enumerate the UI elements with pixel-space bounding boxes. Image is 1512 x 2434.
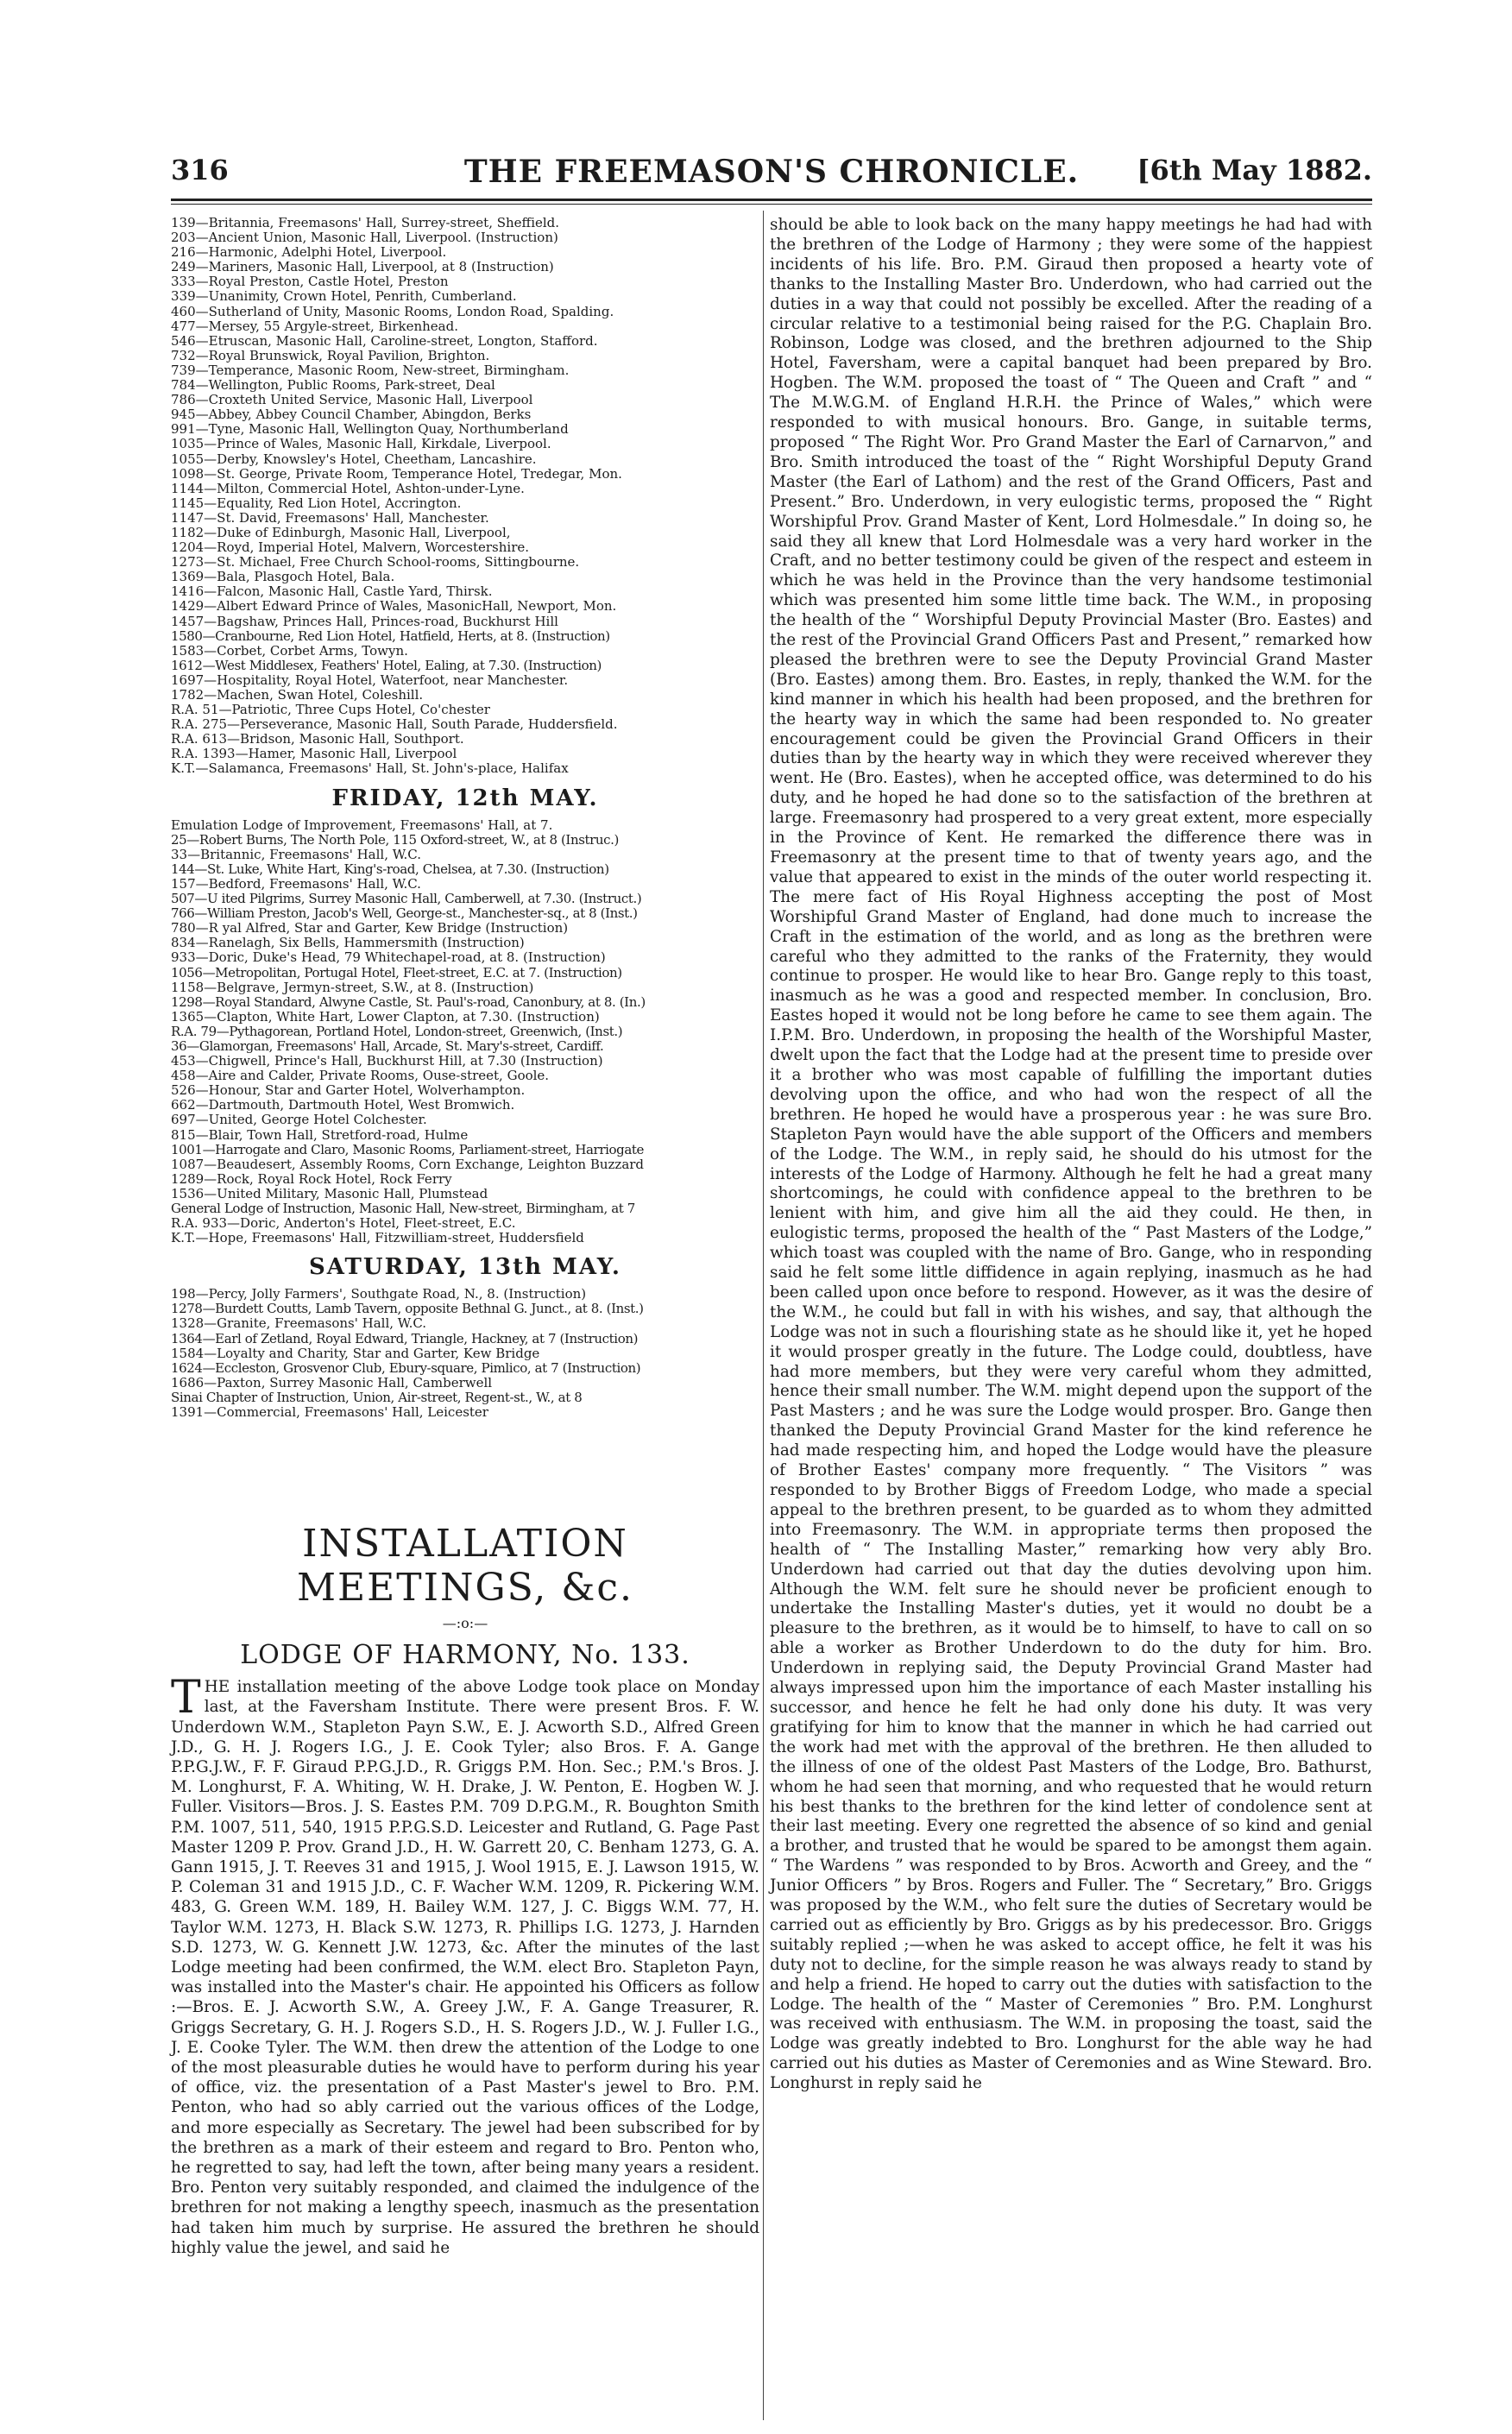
lodge-entry: 1416—Falcon, Masonic Hall, Castle Yard, Thirsk.: [171, 584, 493, 600]
drop-cap: T: [171, 1672, 201, 1725]
lodge-entry: 732—Royal Brunswick, Royal Pavilion, Brighton.: [171, 348, 490, 363]
masthead: THE FREEMASON'S CHRONICLE.: [463, 154, 1080, 190]
lodge-entry: 36—Glamorgan, Freemasons' Hall, Arcade, St. Mary's-street, Cardiff.: [171, 1038, 604, 1054]
lodge-entry: 1782—Machen, Swan Hotel, Coleshill.: [171, 688, 424, 703]
lodge-entry: 1697—Hospitality, Royal Hotel, Waterfoot, near Manchester.: [171, 672, 569, 688]
lodge-entry: General Lodge of Instruction, Masonic Hall, New-street, Birmingham, at 7: [171, 1201, 635, 1216]
issue-date: [6th May 1882.: [1137, 154, 1372, 186]
installation-meetings-title: INSTALLATION MEETINGS, &c.: [296, 1522, 633, 1611]
lodge-entry: 1035—Prince of Wales, Masonic Hall, Kirkdale, Liverpool.: [171, 437, 551, 452]
lodge-entry: 1624—Eccleston, Grosvenor Club, Ebury-square, Pimlico, at 7 (Instruction): [171, 1360, 641, 1376]
lodge-meetings-saturday-list: [171, 1287, 759, 1420]
friday-heading: FRIDAY, 12th MAY.: [331, 785, 599, 811]
lodge-entry: 460—Sutherland of Unity, Masonic Rooms, London Road, Spalding.: [171, 304, 614, 319]
lodge-entry: 1055—Derby, Knowsley's Hotel, Cheetham, Lancashire.: [171, 451, 537, 467]
lodge-entry: 1056—Metropolitan, Portugal Hotel, Fleet-street, E.C. at 7. (Instruction): [171, 965, 622, 981]
lodge-entry: 1429—Albert Edward Prince of Wales, MasonicHall, Newport, Mon.: [171, 599, 617, 615]
lodge-entry: 526—Honour, Star and Garter Hotel, Wolverhampton.: [171, 1083, 526, 1099]
lodge-entry: 333—Royal Preston, Castle Hotel, Preston: [171, 274, 449, 290]
lodge-entry: 1584—Loyalty and Charity, Star and Garter, Kew Bridge: [171, 1346, 540, 1361]
page-number: 316: [171, 154, 229, 186]
lodge-entry: 1158—Belgrave, Jermyn-street, S.W., at 8. (Instruction): [171, 980, 534, 995]
lodge-entry: R.A. 613—Bridson, Masonic Hall, Southport.: [171, 732, 464, 747]
lodge-entry: 697—United, George Hotel Colchester.: [171, 1113, 427, 1128]
lodge-entry: 1087—Beaudesert, Assembly Rooms, Corn Exchange, Leighton Buzzard: [171, 1157, 645, 1172]
lodge-entry: K.T.—Hope, Freemasons' Hall, Fitzwilliam-street, Huddersfield: [171, 1231, 584, 1246]
lodge-entry: 1364—Earl of Zetland, Royal Edward, Triangle, Hackney, at 7 (Instruction): [171, 1331, 639, 1346]
lodge-entry: 945—Abbey, Abbey Council Chamber, Abingdon, Berks: [171, 407, 532, 423]
lodge-entry: Sinai Chapter of Instruction, Union, Air-street, Regent-st., W., at 8: [171, 1390, 583, 1405]
lodge-entry: 25—Robert Burns, The North Pole, 115 Oxford-street, W., at 8 (Instruc.): [171, 832, 619, 848]
lodge-entry: 766—William Preston, Jacob's Well, George-st., Manchester-sq., at 8 (Inst.): [171, 906, 638, 922]
lodge-entry: 249—Mariners, Masonic Hall, Liverpool, at 8 (Instruction): [171, 260, 554, 275]
lodge-entry: K.T.—Salamanca, Freemasons' Hall, St. John's-place, Halifax: [171, 761, 569, 777]
lodge-entry: 1536—United Military, Masonic Hall, Plumstead: [171, 1186, 488, 1201]
lodge-entry: 739—Temperance, Masonic Room, New-street, Birmingham.: [171, 363, 570, 378]
lodge-entry: 1098—St. George, Private Room, Temperance Hotel, Tredegar, Mon.: [171, 466, 622, 482]
lodge-entry: 144—St. Luke, White Hart, King's-road, Chelsea, at 7.30. (Instruction): [171, 861, 609, 877]
lodge-entry: R.A. 79—Pythagorean, Portland Hotel, London-street, Greenwich, (Inst.): [171, 1024, 623, 1039]
lodge-entry: 780—R yal Alfred, Star and Garter, Kew Bridge (Instruction): [171, 921, 569, 936]
lodge-entry: 815—Blair, Town Hall, Stretford-road, Hulme: [171, 1127, 469, 1143]
lodge-entry: 157—Bedford, Freemasons' Hall, W.C.: [171, 876, 421, 892]
report-paragraph-1: HE installation meeting of the above Lodge took place on Monday last, at the Faversham Institute. There were present Bros. F. W. Underdown W.M., Stapleton Payn S.W., E. J. Acworth S.D., Alfred Green J.D., G. H. J. Rogers I.G., J. E. Cook Tyler; also Bros. F. A. Gange P.P.G.J.W., F. F. Giraud P.P.G.J.D., R. Griggs P.M. Hon. Sec.; P.M.'s Bros. J. M. Longhurst, F. A. Whiting, W. H. Drake, J. W. Penton, E. Hogben W. J. Fuller. Visitors—Bros. J. S. Eastes P.M. 709 D.P.G.M., R. Boughton Smith P.M. 1007, 511, 540, 1915 P.P.G.S.D. Leicester and Rutland, G. Page Past Master 1209 P. Prov. Grand J.D., H. W. Garrett 20, C. Benham 1273, G. A. Gann 1915, J. T. Reeves 31 and 1915, J. Wool 1915, E. J. Lawson 1915, W. P. Coleman 31 and 1915 J.D., C. F. Wacher W.M. 1209, R. Pickering W.M. 483, G. Green W.M. 189, H. Bailey W.M. 127, J. C. Biggs W.M. 77, H. Taylor W.M. 1273, H. Black S.W. 1273, R. Phillips I.G. 1273, J. Harnden S.D. 1273, W. G. Kennett J.W. 1273, &c. After the minutes of the last Lodge meeting had been confirmed, the W.M. elect Bro. Stapleton Payn, was installed into the Master's chair. He appointed his Officers as follow :—Bros. E. J. Acworth S.W., A. Greey J.W., F. A. Gange Treasurer, R. Griggs Secretary, G. H. J. Rogers S.D., H. S. Rogers J.D., W. J. Fuller I.G., J. E. Cooke Tyler. The W.M. then drew the attention of the Lodge to one of the most pleasurable duties he would have to perform during his year of office, viz. the presentation of a Past Master's jewel to Bro. P.M. Penton, who had so ably carried out the various offices of the Lodge, and more especially as Secretary. The jewel had been subscribed for by the brethren as a mark of their esteem and regard to Bro. Penton who, he regretted to say, had left the town, after being many years a resident. Bro. Penton very suitably responded, and claimed the indulgence of the brethren for not making a lengthy speech, inasmuch as the presentation had taken him much by surprise. He assured the brethren he should highly value the jewel, and said he: [171, 1678, 759, 2257]
lodge-entry: 216—Harmonic, Adelphi Hotel, Liverpool.: [171, 245, 447, 261]
lodge-entry: R.A. 1393—Hamer, Masonic Hall, Liverpool: [171, 747, 457, 762]
installation-report-continued: [770, 216, 1372, 2094]
lodge-entry: 1204—Royd, Imperial Hotel, Malvern, Worcestershire.: [171, 540, 530, 556]
lodge-entry: 139—Britannia, Freemasons' Hall, Surrey-street, Sheffield.: [171, 216, 560, 230]
lodge-of-harmony-title: LODGE OF HARMONY, No. 133.: [240, 1640, 690, 1671]
lodge-entry: 933—Doric, Duke's Head, 79 Whitechapel-road, at 8. (Instruction): [171, 950, 606, 966]
header-rule: [171, 199, 1372, 201]
lodge-entry: 546—Etruscan, Masonic Hall, Caroline-street, Longton, Stafford.: [171, 333, 598, 349]
lodge-entry: 1580—Cranbourne, Red Lion Hotel, Hatfield, Herts, at 8. (Instruction): [171, 628, 610, 644]
left-column: [171, 216, 759, 2258]
lodge-entry: 507—U ited Pilgrims, Surrey Masonic Hall, Camberwell, at 7.30. (Instruct.): [171, 892, 642, 907]
lodge-entry: 1182—Duke of Edinburgh, Masonic Hall, Liverpool,: [171, 525, 511, 540]
lodge-entry: 1273—St. Michael, Free Church School-rooms, Sittingbourne.: [171, 555, 580, 571]
lodge-entry: 1289—Rock, Royal Rock Hotel, Rock Ferry: [171, 1171, 452, 1187]
lodge-entry: 991—Tyne, Masonic Hall, Wellington Quay, Northumberland: [171, 422, 569, 438]
lodge-entry: R.A. 275—Perseverance, Masonic Hall, South Parade, Huddersfield.: [171, 717, 618, 733]
lodge-entry: 1145—Equality, Red Lion Hotel, Accrington.: [171, 495, 462, 511]
lodge-entry: 33—Britannic, Freemasons' Hall, W.C.: [171, 847, 422, 862]
lodge-entry: 477—Mersey, 55 Argyle-street, Birkenhead.: [171, 318, 458, 334]
lodge-entry: 1147—St. David, Freemasons' Hall, Manchester.: [171, 510, 489, 526]
report-paragraph-2: should be able to look back on the many happy meetings he had had with the brethren of the Lodge of Harmony ; they were some of the happiest incidents of his life. Bro. P.M. Giraud then proposed a hearty vote of thanks to the Installing Master Bro. Underdown, who had carried out the duties in a way that could not possibly be excelled. After the reading of a circular relative to a testimonial being raised for the P.G. Chaplain Bro. Robinson, Lodge was closed, and the brethren adjourned to the Ship Hotel, Faversham, were a capital banquet had been prepared by Bro. Hogben. The W.M. proposed the toast of “ The Queen and Craft ” and “ The M.W.G.M. of England H.R.H. the Prince of Wales,” which were responded to with musical honours. Bro. Gange, in suitable terms, proposed “ The Right Wor. Pro Grand Master the Earl of Carnarvon,” and Bro. Smith introduced the toast of the “ Right Worshipful Deputy Grand Master (the Earl of Lathom) and the rest of the Grand Officers, Past and Present.” Bro. Underdown, in very eulogistic terms, proposed the “ Right Worshipful Prov. Grand Master of Kent, Lord Holmesdale.” In doing so, he said they all knew that Lord Holmesdale was a very hard worker in the Craft, and no better testimony could be given of the respect and esteem in which he was held in the Province than the very handsome testimonial which was presented him some little time back. The W.M., in proposing the health of the “ Worshipful Deputy Provincial Master (Bro. Eastes) and the rest of the Provincial Grand Officers Past and Present,” remarked how pleased the brethren were to see the Deputy Provincial Grand Master (Bro. Eastes) among them. Bro. Eastes, in reply, thanked the W.M. for the kind manner in which his health had been proposed, and the brethren for the hearty way in which the same had been responded to. No greater encouragement could be given the Provincial Grand Officers in their duties than by the hearty way in which they were received wherever they went. He (Bro. Eastes), when he accepted office, was determined to do his duty, and he hoped he had done so to the satisfaction of the brethren at large. Freemasonry had prospered to a very great extent, more especially in the Province of Kent. He remarked the difference there was in Freemasonry at the present time to that of twenty years ago, and the value that appeared to exist in the minds of the outer world respecting it. The mere fact of His Royal Highness accepting the post of Most Worshipful Grand Master of England, had done much to increase the Craft in the estimation of the world, and as long as the brethren were careful who they admitted to the ranks of the Fraternity, they would continue to prosper. He would like to hear Bro. Gange reply to this toast, inasmuch as he was a good and respected member. In conclusion, Bro. Eastes hoped it would not be long before he came to see them again. The I.P.M. Bro. Underdown, in proposing the health of the Worshipful Master, dwelt upon the fact that the Lodge had at the present time to preside over it a brother who was most capable of fulfilling the important duties devolving upon the office, and who had won the respect of all the brethren. He hoped he would have a prosperous year : he was sure Bro. Stapleton Payn would have the able support of the Officers and members of the Lodge. The W.M., in reply said, he should do his utmost for the interests of the Lodge of Harmony. Although he felt he had a great many shortcomings, he could with confidence appeal to the brethren to be lenient with him, and give him all the aid they could. He then, in eulogistic terms, proposed the health of the “ Past Masters of the Lodge,” which toast was coupled with the name of Bro. Gange, who in responding said he felt some little diffidence in again replying, inasmuch as he had been called upon once before to respond. However, as it was the desire of the W.M., he could but fall in with his wishes, and say, that although the Lodge was not in such a flourishing state as he should like it, yet he hoped it would prosper greatly in the future. The Lodge could, doubtless, have had more members, but they were very careful whom they admitted, hence their small number. The W.M. might depend upon the support of the Past Masters ; and he was sure the Lodge would prosper. Bro. Gange then thanked the Deputy Provincial Grand Master for the kind reference he had made respecting him, and hoped the Lodge would have the pleasure of Brother Eastes' company more frequently. “ The Visitors ” was responded to by Brother Biggs of Freedom Lodge, who made a special appeal to the brethren present, to be guarded as to whom they admitted into Freemasonry. The W.M. in appropriate terms then proposed the health of “ The Installing Master,” remarking how very ably Bro. Underdown had carried out that day the duties devolving upon him. Although the W.M. felt sure he should never be proficient enough to undertake the Installing Master's duties, yet it would no doubt be a pleasure to the brethren, as it would be to himself, to have to call on so able a worker as Brother Underdown to do the duty for him. Bro. Underdown in replying said, the Deputy Provincial Grand Master had always impressed upon him the importance of each Master installing his successor, and hence he felt he had only done his duty. It was very gratifying for him to know that the manner in which he had carried out the work had met with the approval of the brethren. He then alluded to the illness of one of the oldest Past Masters of the Lodge, Bro. Bathurst, whom he had seen that morning, and who requested that he would return his best thanks to the brethren for the kind letter of condolence sent at their last meeting. Every one regretted the absence of so kind and genial a brother, and trusted that he would be spared to be amongst them again. “ The Wardens ” was responded to by Bros. Acworth and Greey, and the “ Junior Officers ” by Bros. Rogers and Fuller. The “ Secretary,” Bro. Griggs was proposed by the W.M., who felt sure the duties of Secretary would be carried out as efficiently by Bro. Griggs as by his predecessor. Bro. Griggs suitably replied ;—when he was asked to accept office, he felt it was his duty not to decline, for the simple reason he was always ready to stand by and help a friend. He hoped to carry out the duties with satisfaction to the Lodge. The health of the “ Master of Ceremonies ” Bro. P.M. Longhurst was received with enthusiasm. The W.M. in proposing the toast, said the Lodge was greatly indebted to Bro. Longhurst for the able way he had carried out his duties as Master of Ceremonies and as Wine Steward. Bro. Longhurst in reply said he: [770, 216, 1372, 2093]
lodge-entry: R.A. 51—Patriotic, Three Cups Hotel, Co'chester: [171, 703, 490, 718]
lodge-entry: 453—Chigwell, Prince's Hall, Buckhurst Hill, at 7.30 (Instruction): [171, 1054, 603, 1069]
installation-report-start: [171, 1672, 759, 2258]
lodge-entry: 784—Wellington, Public Rooms, Park-street, Deal: [171, 378, 495, 394]
lodge-entry: 786—Croxteth United Service, Masonic Hall, Liverpool: [171, 393, 533, 408]
lodge-entry: 1144—Milton, Commercial Hotel, Ashton-under-Lyne.: [171, 481, 525, 496]
lodge-entry: 1328—Granite, Freemasons' Hall, W.C.: [171, 1316, 427, 1332]
lodge-meetings-friday-list: [171, 818, 759, 1246]
lodge-entry: 662—Dartmouth, Dartmouth Hotel, West Bromwich.: [171, 1098, 515, 1113]
lodge-entry: 339—Unanimity, Crown Hotel, Penrith, Cumberland.: [171, 289, 517, 305]
header-rule-thin: [171, 204, 1372, 205]
lodge-entry: 1369—Bala, Plasgoch Hotel, Bala.: [171, 570, 395, 585]
lodge-meetings-thursday-list: [171, 216, 759, 777]
lodge-entry: 458—Aire and Calder, Private Rooms, Ouse-street, Goole.: [171, 1069, 550, 1084]
lodge-entry: 1365—Clapton, White Hart, Lower Clapton, at 7.30. (Instruction): [171, 1009, 600, 1025]
lodge-entry: 203—Ancient Union, Masonic Hall, Liverpool. (Instruction): [171, 230, 558, 246]
lodge-entry: 1001—Harrogate and Claro, Masonic Rooms, Parliament-street, Harriogate: [171, 1142, 644, 1157]
lodge-entry: 1686—Paxton, Surrey Masonic Hall, Camberwell: [171, 1375, 493, 1390]
lodge-entry: 1583—Corbet, Corbet Arms, Towyn.: [171, 643, 408, 659]
page-header: [171, 154, 1372, 197]
lodge-entry: R.A. 933—Doric, Anderton's Hotel, Fleet-street, E.C.: [171, 1216, 516, 1232]
lodge-entry: 1457—Bagshaw, Princes Hall, Princes-road, Buckhurst Hill: [171, 614, 558, 629]
lodge-entry: 198—Percy, Jolly Farmers', Southgate Road, N., 8. (Instruction): [171, 1287, 587, 1302]
lodge-entry: 1298—Royal Standard, Alwyne Castle, St. Paul's-road, Canonbury, at 8. (In.): [171, 994, 646, 1010]
column-divider: [763, 211, 764, 2420]
section-ornament: —:o:—: [442, 1615, 488, 1632]
lodge-entry: Emulation Lodge of Improvement, Freemasons' Hall, at 7.: [171, 817, 553, 833]
lodge-entry: 1278—Burdett Coutts, Lamb Tavern, opposite Bethnal G. Junct., at 8. (Inst.): [171, 1302, 644, 1317]
saturday-heading: SATURDAY, 13th MAY.: [309, 1254, 621, 1281]
lodge-entry: 834—Ranelagh, Six Bells, Hammersmith (Instruction): [171, 936, 525, 951]
lodge-entry: 1391—Commercial, Freemasons' Hall, Leicester: [171, 1405, 488, 1421]
right-column: [770, 216, 1372, 2094]
lodge-entry: 1612—West Middlesex, Feathers' Hotel, Ealing, at 7.30. (Instruction): [171, 658, 602, 673]
